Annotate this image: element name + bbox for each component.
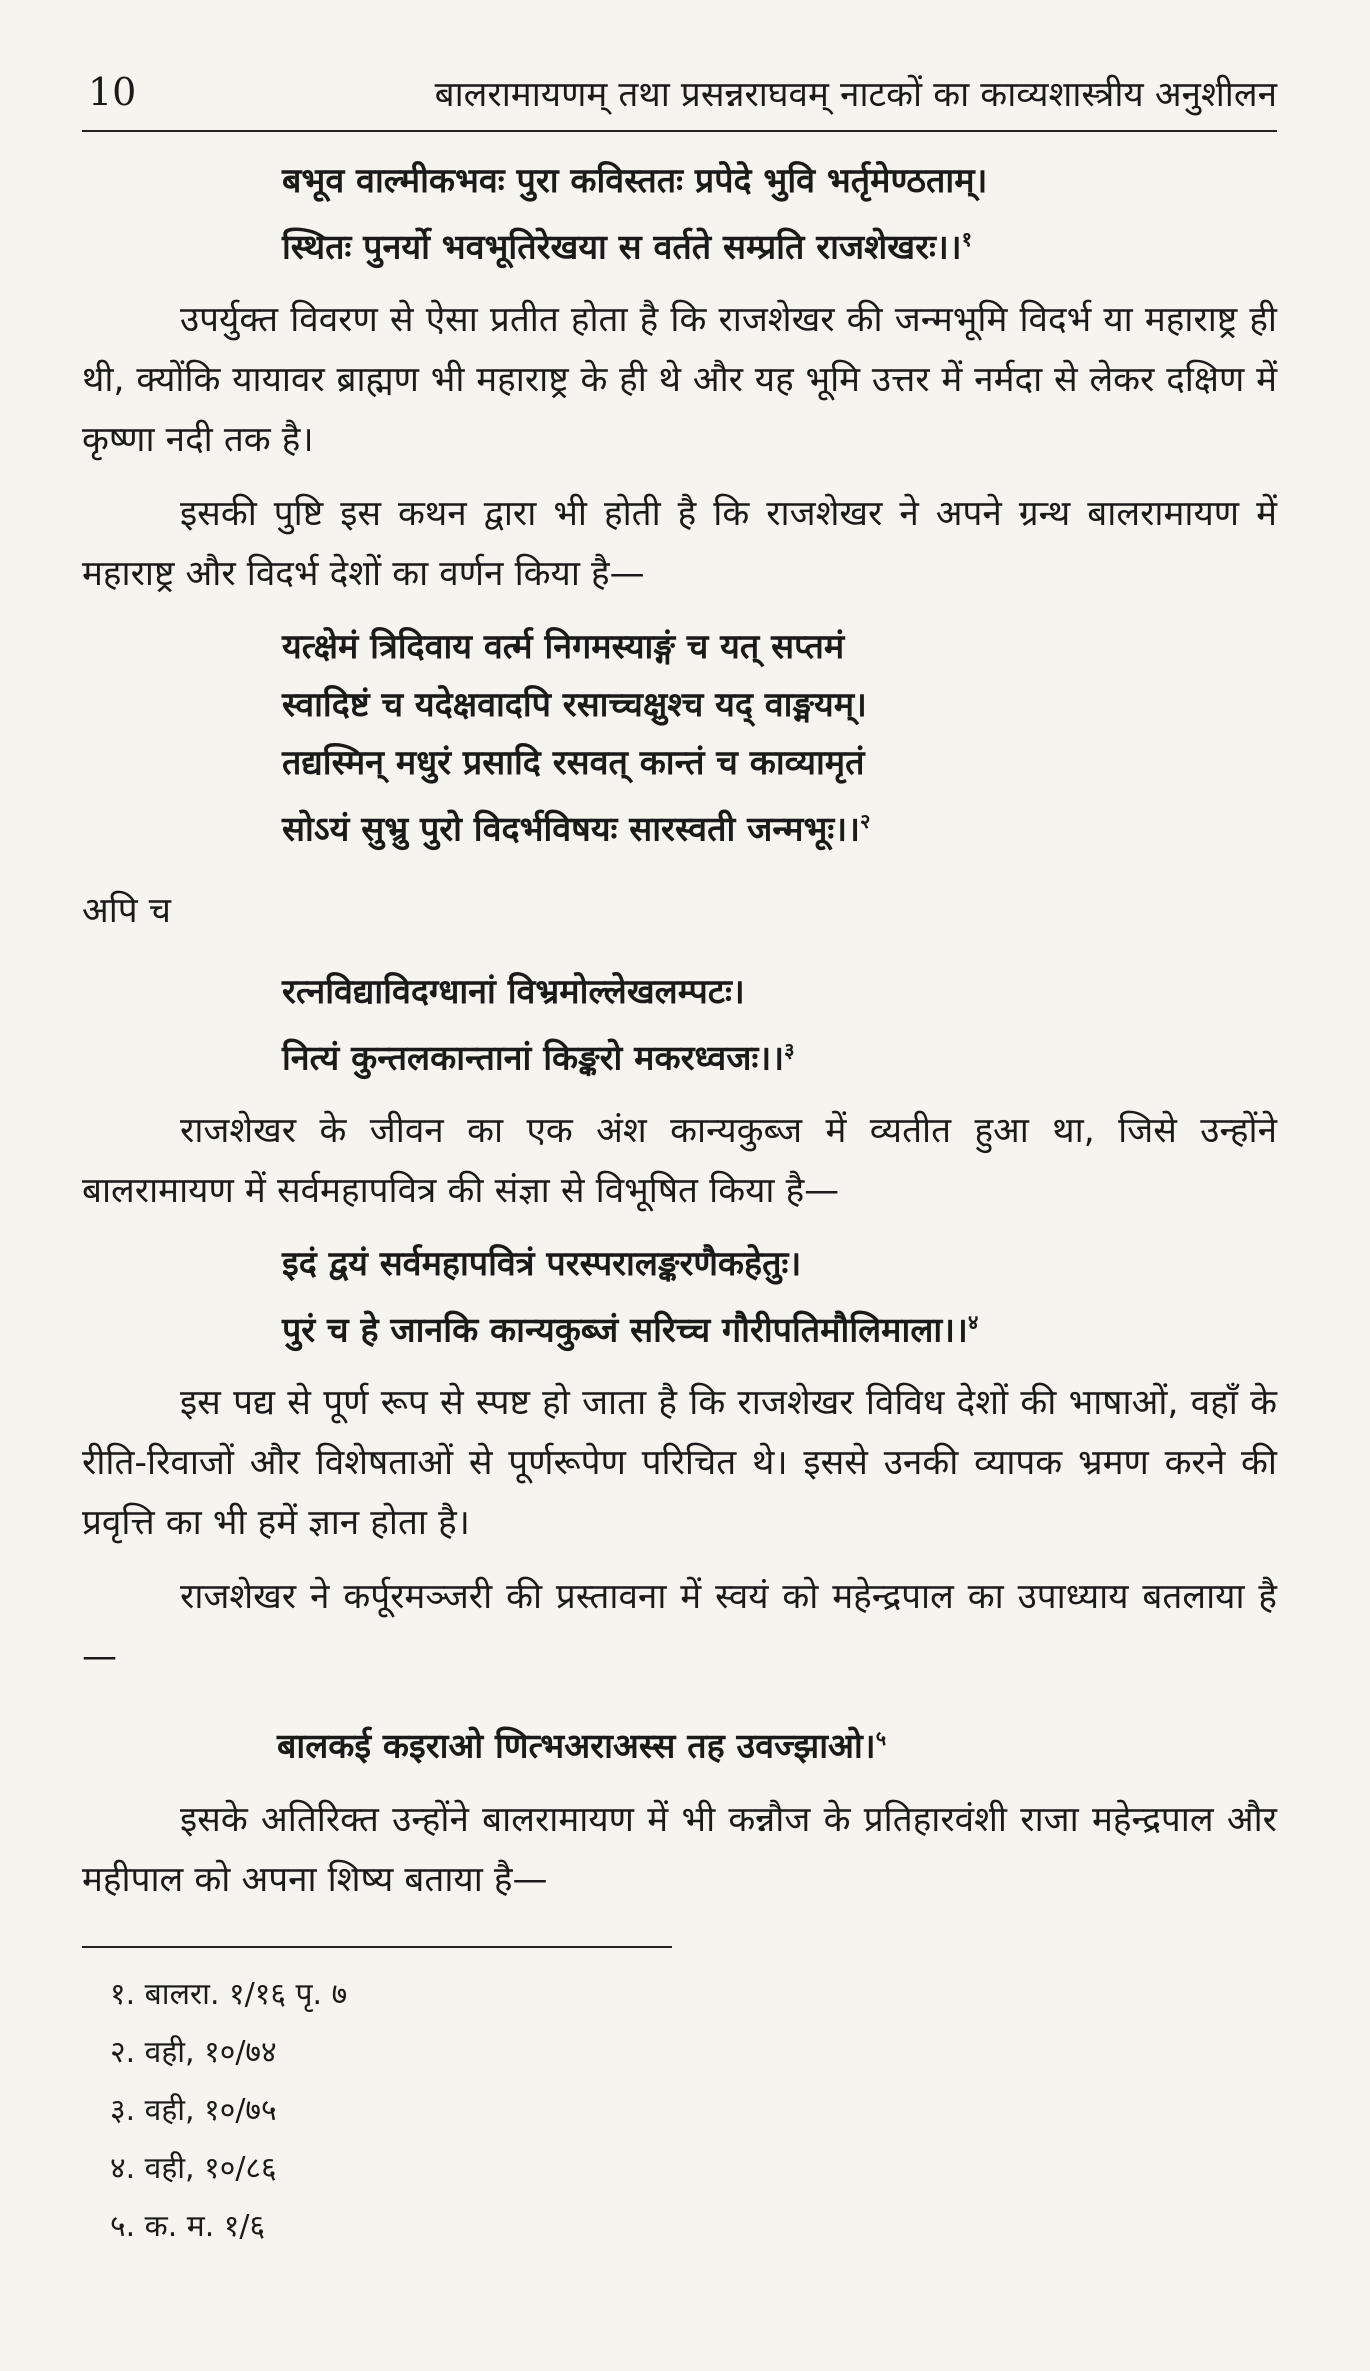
running-title: बालरामायणम् तथा प्रसन्नराघवम् नाटकों का काव्यशास्त्रीय अनुशीलन [434, 75, 1277, 115]
footnote-rule [82, 1946, 672, 1948]
footnote: ५. क. म. १/६ [110, 2209, 266, 2244]
verse-line: रत्नविद्याविदग्धानां विभ्रमोल्लेखलम्पटः। [282, 971, 745, 1012]
footnote-ref: २ [860, 809, 871, 834]
footnotes [82, 1946, 682, 2256]
verse-line: पुरं च हे जानकि कान्यकुब्जं सरिच्च गौरीपतिमौलिमाला।।$^४$ [282, 1309, 979, 1351]
paragraph: राजशेखर ने कर्पूरमञ्जरी की प्रस्तावना में स्वयं को महेन्द्रपाल का उपाध्याय बतलाया है— [82, 1577, 1277, 1678]
verse-line: सोऽयं सुभ्रु पुरो विदर्भविषयः सारस्वती जन्मभूः।।$^२$ [282, 809, 871, 850]
footnote-ref: ३ [784, 1037, 795, 1062]
verse-line: यत्क्षेमं त्रिदिवाय वर्त्म निगमस्याङ्गं च यत् सप्तमं [282, 627, 845, 668]
verse-line: बभूव वाल्मीकभवः पुरा कविस्ततः प्रपेदे भुवि भर्तृमेण्ठताम्। [282, 161, 988, 201]
paragraph: इस पद्य से पूर्ण रूप से स्पष्ट हो जाता है कि राजशेखर विविध देशों की भाषाओं, वहाँ के रीति-रिवाजों और विशेषताओं से पूर्णरूपेण परिचित थे। इससे उनकी व्यापक भ्रमण करने की प्रवृत्ति का भी हमें ज्ञान होता है। [82, 1383, 1277, 1544]
verse-block [82, 1235, 1277, 1359]
paragraph: इसकी पुष्टि इस कथन द्वारा भी होती है कि राजशेखर ने अपने ग्रन्थ बालरामायण में महाराष्ट्र और विदर्भ देशों का वर्णन किया है— [82, 494, 1277, 595]
verse-line: स्थितः पुनर्यो भवभूतिरेखया स वर्तते सम्प्रति राजशेखरः।।$^१$ [282, 227, 973, 268]
verse-line: बालकई कइराओ णित्भअराअस्स तह उवज्झाओ।$^५$ [277, 1726, 887, 1767]
footnote-ref: ४ [967, 1309, 979, 1334]
verse-line: तद्यस्मिन् मधुरं प्रसादि रसवत् कान्तं च काव्यामृतं [282, 743, 865, 784]
page-number: 10 [88, 70, 137, 114]
paragraph: उपर्युक्त विवरण से ऐसा प्रतीत होता है कि राजशेखर की जन्मभूमि विदर्भ या महाराष्ट्र ही थी, क्योंकि यायावर ब्राह्मण भी महाराष्ट्र के ही थे और यह भूमि उत्तर में नर्मदा से लेकर दक्षिण में कृष्णा नदी तक है। [82, 300, 1277, 461]
footnote-ref: ५ [875, 1726, 887, 1751]
footnote-ref: १ [961, 227, 973, 251]
paragraph: राजशेखर के जीवन का एक अंश कान्यकुब्ज में व्यतीत हुआ था, जिसे उन्होंने बालरामायण में सर्वमहापवित्र की संज्ञा से विभूषित किया है— [82, 1110, 1277, 1211]
main-text [82, 152, 1277, 1924]
api-ca-line: अपि च [82, 890, 172, 931]
verse-block [82, 618, 1277, 858]
footnote: ३. वही, १०/७५ [110, 2093, 277, 2128]
footnote: ४. वही, १०/८६ [110, 2151, 277, 2186]
paragraph: इसके अतिरिक्त उन्होंने बालरामायण में भी कन्नौज के प्रतिहारवंशी राजा महेन्द्रपाल और महीपाल को अपना शिष्य बताया है— [82, 1799, 1277, 1900]
verse-line: स्वादिष्टं च यदेक्षवादपि रसाच्चक्षुश्च यद् वाङ्मयम्। [282, 685, 867, 726]
page-header [82, 52, 1277, 132]
verse-line: नित्यं कुन्तलकान्तानां किङ्करो मकरध्वजः।।$^३$ [282, 1037, 795, 1078]
verse-line: इदं द्वयं सर्वमहापवित्रं परस्परालङ्करणैकहेतुः। [282, 1243, 802, 1284]
footnote: २. वही, १०/७४ [110, 2035, 277, 2070]
verse-block [82, 963, 1277, 1087]
verse-block [82, 152, 1277, 276]
footnote: १. बालरा. १/१६ पृ. ७ [110, 1977, 348, 2012]
